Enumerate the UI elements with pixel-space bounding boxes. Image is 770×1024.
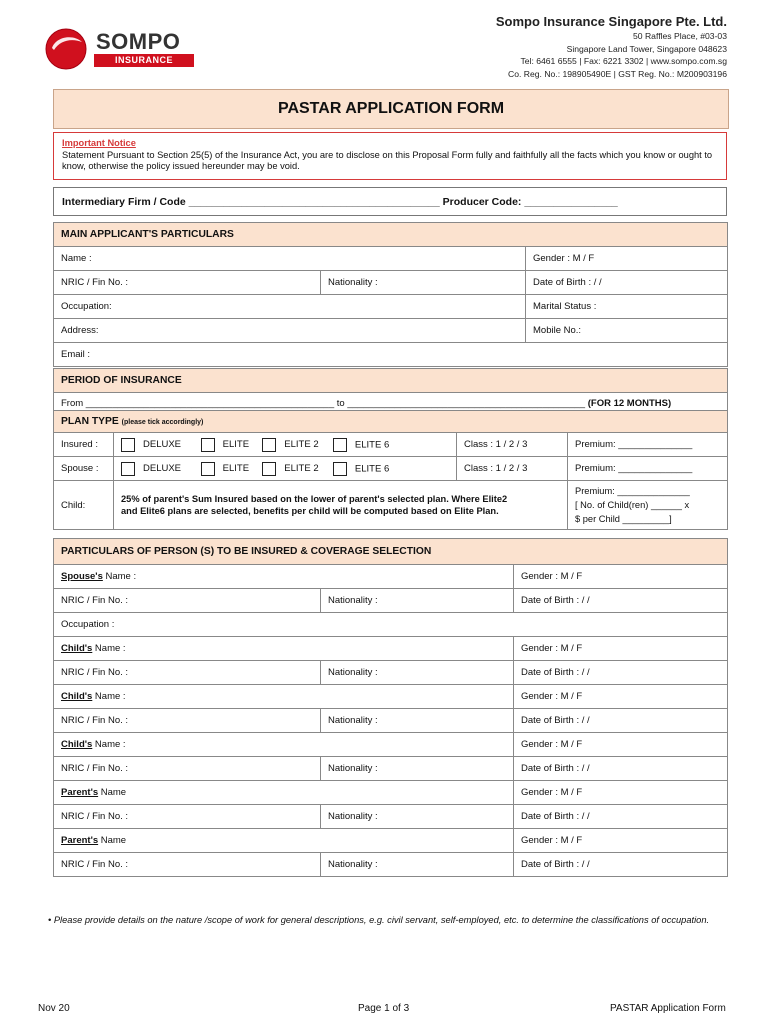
elite6-checkbox[interactable] (333, 438, 347, 452)
option-label: ELITE 2 (284, 439, 319, 451)
option-label: ELITE (222, 439, 250, 451)
nationality-field[interactable]: Nationality : (321, 805, 514, 829)
plan-heading: PLAN TYPE (61, 416, 119, 427)
option-label: ELITE (222, 463, 250, 475)
dob-field[interactable]: Date of Birth : / / (514, 589, 728, 613)
dob-field[interactable]: Date of Birth : / / (526, 271, 728, 295)
period-heading: PERIOD OF INSURANCE (54, 369, 728, 393)
occupation-field[interactable]: Occupation: (54, 295, 526, 319)
period-to[interactable]: to _____________________________________________ (336, 397, 586, 409)
elite6-checkbox[interactable] (333, 462, 347, 476)
plan-hint: (please tick accordingly) (121, 419, 204, 426)
elite-checkbox[interactable] (201, 462, 215, 476)
parent-label: Parent's (61, 835, 99, 846)
dob-field[interactable]: Date of Birth : / / (514, 661, 728, 685)
dob-field[interactable]: Date of Birth : / / (514, 853, 728, 877)
logo-word: SOMPO (96, 29, 181, 54)
period-months: (FOR 12 MONTHS) (587, 397, 672, 409)
dob-field[interactable]: Date of Birth : / / (514, 757, 728, 781)
dob-field[interactable]: Date of Birth : / / (514, 709, 728, 733)
gender-field[interactable]: Gender : M / F (514, 733, 728, 757)
gender-field[interactable]: Gender : M / F (514, 829, 728, 853)
parent-name-field[interactable] (54, 781, 514, 805)
child-count-line[interactable]: [ No. of Child(ren) ______ x (575, 500, 690, 510)
nationality-field[interactable]: Nationality : (321, 853, 514, 877)
child-note (114, 481, 568, 530)
premium-field[interactable]: Premium: ______________ (568, 457, 728, 481)
nric-field[interactable]: NRIC / Fin No. : (54, 589, 321, 613)
deluxe-checkbox[interactable] (121, 462, 135, 476)
company-line: Co. Reg. No.: 198905490E | GST Reg. No.: M200903196 (508, 68, 727, 79)
mobile-field[interactable]: Mobile No.: (526, 319, 728, 343)
company-line: 50 Raffles Place, #03-03 (633, 31, 727, 41)
persons-table (53, 538, 728, 877)
gender-field[interactable]: Gender : M / F (514, 685, 728, 709)
child-name-field[interactable] (54, 685, 514, 709)
class-field[interactable]: Class : 1 / 2 / 3 (457, 433, 568, 457)
form-title: PASTAR APPLICATION FORM (53, 89, 729, 129)
dob-field[interactable]: Date of Birth : / / (514, 805, 728, 829)
company-line: Singapore Land Tower, Singapore 048623 (566, 43, 727, 54)
sompo-logo (42, 26, 192, 72)
important-notice (53, 132, 727, 180)
child-note-line: 25% of parent's Sum Insured based on the lower of parent's selected plan. Where Elite2 (121, 494, 508, 504)
gender-field[interactable]: Gender : M / F (514, 781, 728, 805)
child-block (54, 637, 728, 877)
name-label: Name (98, 835, 127, 846)
nric-field[interactable]: NRIC / Fin No. : (54, 757, 321, 781)
option-label: DELUXE (143, 439, 182, 451)
name-label: Name : (92, 691, 126, 702)
nationality-field[interactable]: Nationality : (321, 709, 514, 733)
name-field[interactable]: Name : (54, 247, 526, 271)
plan-heading-cell (54, 411, 728, 433)
child-label: Child: (54, 481, 114, 530)
intermediary-blank[interactable]: ___________________________________________ (188, 196, 440, 208)
footnote: • Please provide details on the nature /scope of work for general descriptions, e.g. civil servant, self-employed, etc. to determine the classifications of occupation. (48, 915, 710, 925)
elite2-checkbox[interactable] (262, 462, 276, 476)
nationality-field[interactable]: Nationality : (321, 589, 514, 613)
nationality-field[interactable]: Nationality : (321, 661, 514, 685)
class-field[interactable]: Class : 1 / 2 / 3 (457, 457, 568, 481)
main-applicant-heading: MAIN APPLICANT'S PARTICULARS (54, 223, 728, 247)
nric-field[interactable]: NRIC / Fin No. : (54, 271, 321, 295)
notice-heading: Important Notice (62, 138, 136, 148)
plan-row-label: Spouse : (54, 457, 114, 481)
gender-field[interactable]: Gender : M / F (514, 637, 728, 661)
name-label: Name (98, 787, 127, 798)
intermediary-field[interactable] (53, 187, 727, 216)
company-address (440, 14, 727, 80)
nric-field[interactable]: NRIC / Fin No. : (54, 661, 321, 685)
intermediary-label: Intermediary Firm / Code (62, 196, 186, 208)
option-label: ELITE 6 (354, 463, 390, 475)
child-label: Child's (61, 643, 93, 654)
occupation-field[interactable]: Occupation : (54, 613, 728, 637)
plan-row-label: Insured : (54, 433, 114, 457)
footer-form-name: PASTAR Application Form (610, 1003, 726, 1014)
per-child-line[interactable]: $ per Child _________] (575, 514, 672, 524)
marital-field[interactable]: Marital Status : (526, 295, 728, 319)
main-applicant-table (53, 222, 728, 367)
parent-label: Parent's (61, 787, 99, 798)
child-premium-line[interactable]: Premium: ______________ (575, 486, 690, 496)
deluxe-checkbox[interactable] (121, 438, 135, 452)
period-table (53, 368, 728, 414)
child-note-line: and Elite6 plans are selected, benefits per child will be computed based on Elite Plan. (121, 506, 499, 516)
notice-text: Statement Pursuant to Section 25(5) of the Insurance Act, you are to disclose on this Proposal Form fully and faithfully all the facts which you know or ought to know, otherwise the policy issued hereunder may be void. (62, 149, 713, 171)
elite2-checkbox[interactable] (262, 438, 276, 452)
producer-label: Producer Code (442, 196, 518, 208)
persons-heading: PARTICULARS OF PERSON (S) TO BE INSURED & COVERAGE SELECTION (54, 539, 728, 565)
nric-field[interactable]: NRIC / Fin No. : (54, 853, 321, 877)
child-premium[interactable] (568, 481, 728, 530)
name-label: Name : (92, 739, 126, 750)
premium-field[interactable]: Premium: ______________ (568, 433, 728, 457)
name-label: Name : (92, 643, 126, 654)
child-label: Child's (61, 691, 93, 702)
sompo-emblem-icon (42, 26, 92, 72)
gender-field[interactable]: Gender : M / F (526, 247, 728, 271)
parent-name-field[interactable] (54, 829, 514, 853)
nationality-field[interactable]: Nationality : (321, 271, 526, 295)
nric-field[interactable]: NRIC / Fin No. : (54, 709, 321, 733)
elite-checkbox[interactable] (201, 438, 215, 452)
period-from[interactable]: From _______________________________________________ (61, 397, 335, 409)
child-name-field[interactable] (54, 637, 514, 661)
nationality-field[interactable]: Nationality : (321, 757, 514, 781)
child-label: Child's (61, 739, 93, 750)
name-label: Name : (102, 571, 137, 582)
company-name: Sompo Insurance Singapore Pte. Ltd. (495, 14, 727, 29)
address-field[interactable]: Address: (54, 319, 526, 343)
plan-options (114, 457, 457, 481)
spouse-label: Spouse's (61, 571, 103, 582)
option-label: ELITE 6 (354, 439, 390, 451)
option-label: ELITE 2 (284, 463, 319, 475)
producer-blank[interactable]: : ________________ (517, 196, 618, 208)
nric-field[interactable]: NRIC / Fin No. : (54, 805, 321, 829)
footer-page: Page 1 of 3 (358, 1003, 410, 1014)
spouse-name-field[interactable] (54, 565, 514, 589)
footer-date: Nov 20 (38, 1003, 70, 1014)
plan-options (114, 433, 457, 457)
company-line: Tel: 6461 6555 | Fax: 6221 3302 | www.sompo.com.sg (520, 56, 727, 66)
logo-sub: INSURANCE (94, 54, 194, 67)
gender-field[interactable]: Gender : M / F (514, 565, 728, 589)
child-name-field[interactable] (54, 733, 514, 757)
email-field[interactable]: Email : (54, 343, 728, 367)
plan-table (53, 410, 728, 530)
option-label: DELUXE (143, 463, 182, 475)
